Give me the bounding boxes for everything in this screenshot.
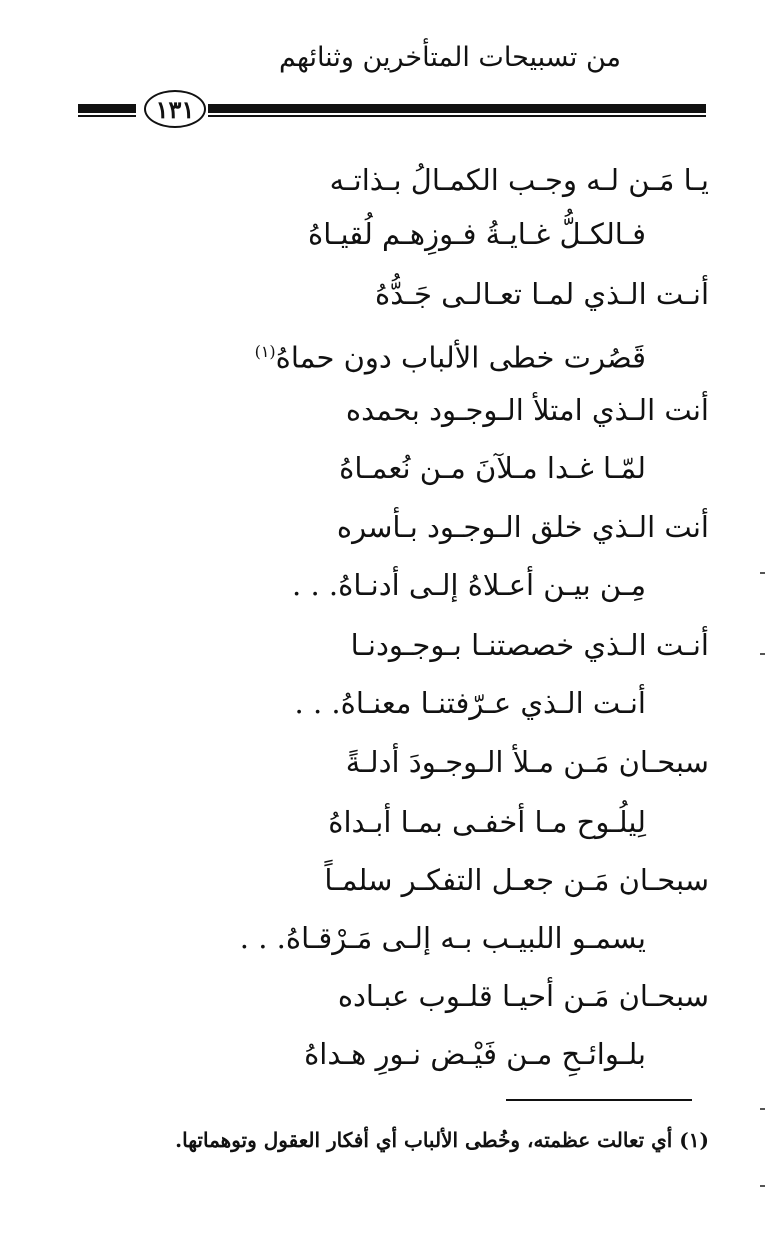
- verse-line-7: أنت الـذي خلق الـوجـود بـأسره: [336, 510, 709, 544]
- verse-line-13: سبحـان مَـن جعـل التفكـر سلمـاً: [324, 863, 709, 897]
- verse-line-10: أنـت الـذي عـرّفتنـا معنـاهُ. . .: [294, 686, 646, 720]
- verse-line-3: أنـت الـذي لمـا تعـالـى جَـدُّهُ: [375, 277, 709, 311]
- footnote-separator: [506, 1099, 692, 1101]
- verse-line-14: يسمـو اللبيـب بـه إلـى مَـرْقـاهُ. . .: [239, 921, 646, 955]
- verse-line-2: فـالكـلُّ غـايـةُ فـوزِهـم لُقيـاهُ: [308, 217, 646, 251]
- margin-mark: [760, 1185, 765, 1187]
- verse-line-8: مِـن بيـن أعـلاهُ إلـى أدنـاهُ. . .: [292, 568, 646, 602]
- margin-mark: [760, 653, 765, 655]
- header-rule-right: [208, 104, 706, 113]
- verse-line-16: بلـوائـحِ مـن فَيْـض نـورِ هـداهُ: [304, 1037, 646, 1071]
- margin-mark: [760, 572, 765, 574]
- header-rule: [78, 90, 706, 130]
- footnote: (١) أي تعالت عظمته، وخُطى الألباب أي أفكار العقول وتوهماتها.: [175, 1128, 709, 1152]
- verse-line-6: لمّـا غـدا مـلآنَ مـن نُعمـاهُ: [339, 451, 646, 485]
- verse-line-4-text: قَصُرت خطى الألباب دون حماهُ: [275, 340, 646, 375]
- verse-line-5: أنت الـذي امتلأ الـوجـود بحمده: [345, 393, 709, 427]
- verse-line-4: [255, 332, 646, 378]
- verse-line-9: أنـت الـذي خصصتنـا بـوجـودنـا: [350, 628, 709, 662]
- verse-line-15: سبحـان مَـن أحيـا قلـوب عبـاده: [337, 979, 709, 1013]
- verse-line-11: سبحـان مَـن مـلأ الـوجـودَ أدلـةً: [345, 745, 709, 779]
- running-title: من تسبيحات المتأخرين وثنائهم: [279, 42, 621, 73]
- page-number: ١٣١: [144, 90, 206, 128]
- margin-mark: [760, 1108, 765, 1110]
- header-rule-left: [78, 104, 136, 113]
- footnote-marker: (١): [254, 342, 276, 361]
- verse-line-1: يـا مَـن لـه وجـب الكمـالُ بـذاتـه: [329, 163, 709, 197]
- verse-line-12: لِيلُـوح مـا أخفـى بمـا أبـداهُ: [328, 805, 646, 839]
